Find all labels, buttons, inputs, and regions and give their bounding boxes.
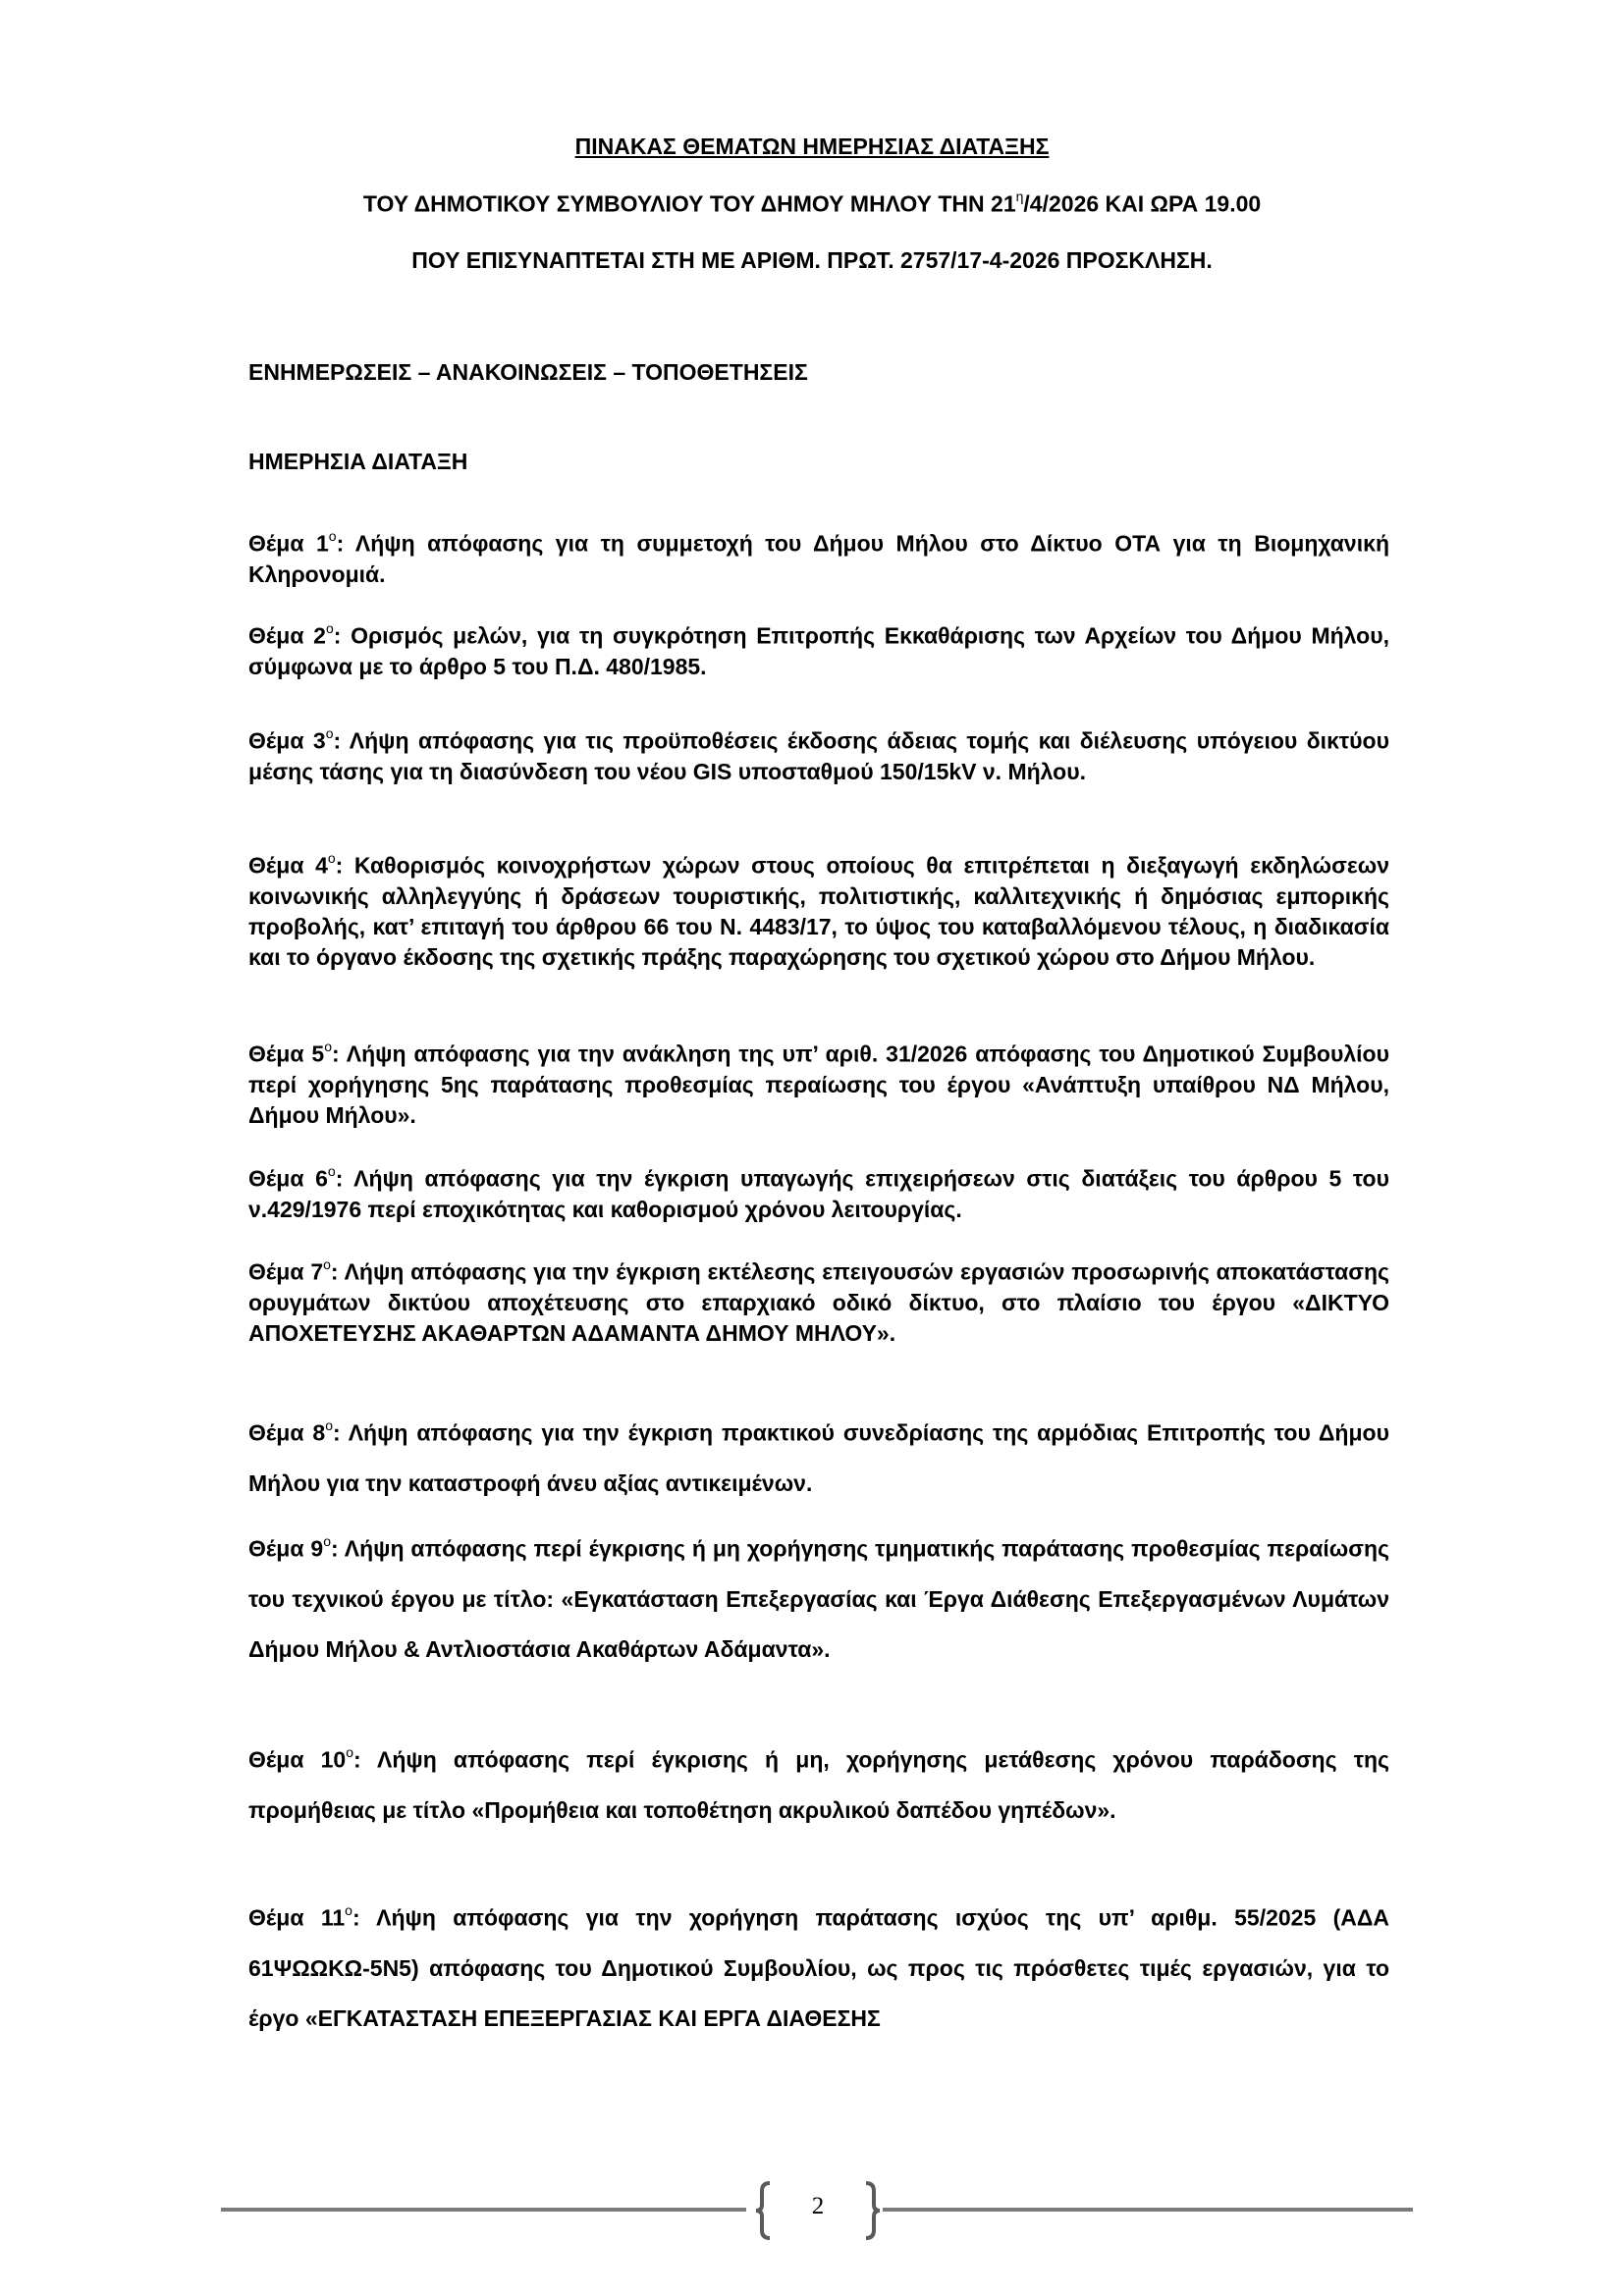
topic-sup: ο	[346, 1744, 354, 1760]
topic-sup: ο	[327, 1163, 336, 1179]
section-agenda: ΗΜΕΡΗΣΙΑ ΔΙΑΤΑΞΗ	[248, 449, 468, 474]
agenda-topic-9	[248, 1519, 1389, 1675]
topic-label: Θέμα 10	[248, 1746, 347, 1773]
topic-text: : Λήψη απόφασης για τις προϋποθέσεις έκδοσης άδειας τομής και διέλευσης υπόγειου δικτύου μέσης τάσης για τη διασύνδεση του νέου GIS υποσταθμού 150/15kV ν. Μήλου.	[248, 727, 1389, 784]
topic-label: Θέμα 7	[248, 1258, 324, 1285]
meeting-line	[0, 190, 1624, 218]
agenda-topic-7	[248, 1252, 1389, 1349]
topic-text: : Λήψη απόφασης για την ανάκληση της υπ’ αριθ. 31/2026 απόφασης του Δημοτικού Συμβουλίου περί χορήγησης 5ης παράτασης προθεσμίας περαίωσης του έργου «Ανάπτυξη υπαίθρου ΝΔ Μήλου, Δήμου Μήλου».	[248, 1041, 1389, 1128]
agenda-topic-3	[248, 721, 1389, 787]
topic-label: Θέμα 6	[248, 1165, 328, 1192]
page-footer	[221, 2179, 1413, 2242]
agenda-topic-10	[248, 1730, 1389, 1836]
topic-sup: ο	[324, 1039, 333, 1054]
topic-text: : Καθορισμός κοινοχρήστων χώρων στους οποίους θα επιτρέπεται η διεξαγωγή εκδηλώσεων κοινωνικής αλληλεγγύης ή δράσεων τουριστικής, πολιτιστικής, καλλιτεχνικής ή δημόσιας εμπορικής προβολής, κατ’ επιταγή του άρθρου 66 του Ν. 4483/17, το ύψος του καταβαλλόμενου τέλους, η διαδικασία και το όργανο έκδοσης της σχετικής πράξης παραχώρησης του σχετικού χώρου στο Δήμου Μήλου.	[248, 852, 1389, 970]
topic-label: Θέμα 11	[248, 1904, 346, 1931]
page-number: 2	[811, 2193, 825, 2219]
topic-sup: ο	[325, 620, 334, 636]
topic-sup: ο	[328, 528, 337, 544]
topic-label: Θέμα 1	[248, 530, 329, 557]
agenda-topic-4	[248, 845, 1389, 973]
topic-text: : Λήψη απόφασης για την έγκριση υπαγωγής επιχειρήσεων στις διατάξεις του άρθρου 5 του ν.429/1976 περί εποχικότητας και καθορισμού χρόνου λειτουργίας.	[248, 1165, 1389, 1222]
topic-label: Θέμα 3	[248, 727, 326, 754]
topic-label: Θέμα 2	[248, 622, 326, 649]
topic-text: : Λήψη απόφασης για την χορήγηση παράτασης ισχύος της υπ’ αριθμ. 55/2025 (ΑΔΑ 61ΨΩΩΚΩ-5Ν5) απόφασης του Δημοτικού Συμβουλίου, ως προς τις πρόσθετες τιμές εργασιών, για το έργο «ΕΓΚΑΤΑΣΤΑΣΗ ΕΠΕΞΕΡΓΑΣΙΑΣ ΚΑΙ ΕΡΓΑ ΔΙΑΘΕΣΗΣ	[248, 1904, 1390, 2031]
agenda-topic-6	[248, 1158, 1389, 1225]
topic-label: Θέμα 8	[248, 1419, 326, 1446]
footer-rule-left	[221, 2208, 746, 2212]
topic-label: Θέμα 5	[248, 1041, 325, 1067]
agenda-topic-1	[248, 523, 1389, 590]
topic-label: Θέμα 4	[248, 852, 328, 879]
topic-text: : Ορισμός μελών, για τη συγκρότηση Επιτροπής Εκκαθάρισης των Αρχείων του Δήμου Μήλου, σύμφωνα με το άρθρο 5 του Π.Δ. 480/1985.	[248, 622, 1389, 679]
topic-sup: ο	[325, 725, 334, 741]
topic-text: : Λήψη απόφασης περί έγκρισης ή μη, χορήγησης μετάθεσης χρόνου παράδοσης της προμήθειας με τίτλο «Προμήθεια και τοποθέτηση ακρυλικού δαπέδου γηπέδων».	[248, 1746, 1390, 1823]
topic-text: : Λήψη απόφασης περί έγκρισης ή μη χορήγησης τμηματικής παράτασης προθεσμίας περαίωσης του τεχνικού έργου με τίτλο: «Εγκατάσταση Επεξεργασίας και Έργα Διάθεσης Επεξεργασμένων Λυμάτων Δήμου Μήλου & Αντλιοστάσια Ακαθάρτων Αδάμαντα».	[248, 1535, 1389, 1662]
topic-text: : Λήψη απόφασης για τη συμμετοχή του Δήμου Μήλου στο Δίκτυο ΟΤΑ για τη Βιομηχανική Κληρονομιά.	[248, 530, 1389, 587]
meeting-line-end: /4/2026 ΚΑΙ ΩΡΑ 19.00	[1023, 190, 1262, 217]
topic-text: : Λήψη απόφασης για την έγκριση εκτέλεσης επειγουσών εργασιών προσωρινής αποκατάστασης ορυγμάτων δικτύου αποχέτευσης στο επαρχιακό οδικό δίκτυο, στο πλαίσιο του έργου «ΔΙΚΤΥΟ ΑΠΟΧΕΤΕΥΣΗΣ ΑΚΑΘΑΡΤΩΝ ΑΔΑΜΑΝΤΑ ΔΗΜΟΥ ΜΗΛΟΥ».	[248, 1258, 1389, 1346]
document-title-text: ΠΙΝΑΚΑΣ ΘΕΜΑΤΩΝ ΗΜΕΡΗΣΙΑΣ ΔΙΑΤΑΞΗΣ	[574, 133, 1050, 159]
agenda-topic-11	[248, 1888, 1389, 2044]
agenda-topic-2	[248, 615, 1389, 682]
topic-label: Θέμα 9	[248, 1535, 324, 1562]
meeting-line-sup: η	[1015, 188, 1024, 204]
topic-sup: ο	[325, 1417, 333, 1433]
invitation-line: ΠΟΥ ΕΠΙΣΥΝΑΠΤΕΤΑΙ ΣΤΗ ΜΕ ΑΡΙΘΜ. ΠΡΩΤ. 2757/17-4-2026 ΠΡΟΣΚΛΗΣΗ.	[411, 247, 1213, 273]
topic-sup: ο	[323, 1533, 331, 1549]
agenda-topic-5	[248, 1034, 1389, 1131]
section-announcements: ΕΝΗΜΕΡΩΣΕΙΣ – ΑΝΑΚΟΙΝΩΣΕΙΣ – ΤΟΠΟΘΕΤΗΣΕΙΣ	[248, 359, 808, 385]
topic-sup: ο	[345, 1902, 352, 1918]
meeting-line-start: ΤΟΥ ΔΗΜΟΤΙΚΟΥ ΣΥΜΒΟΥΛΙΟΥ ΤΟΥ ΔΗΜΟΥ ΜΗΛΟΥ ΤΗΝ 21	[362, 190, 1016, 217]
document-title	[0, 133, 1624, 160]
topic-sup: ο	[323, 1256, 331, 1272]
agenda-topic-8	[248, 1403, 1389, 1509]
topic-sup: ο	[327, 850, 336, 866]
topic-text: : Λήψη απόφασης για την έγκριση πρακτικού συνεδρίασης της αρμόδιας Επιτροπής του Δήμου Μήλου για την καταστροφή άνευ αξίας αντικειμένων.	[248, 1419, 1389, 1496]
footer-rule-right	[883, 2208, 1413, 2212]
